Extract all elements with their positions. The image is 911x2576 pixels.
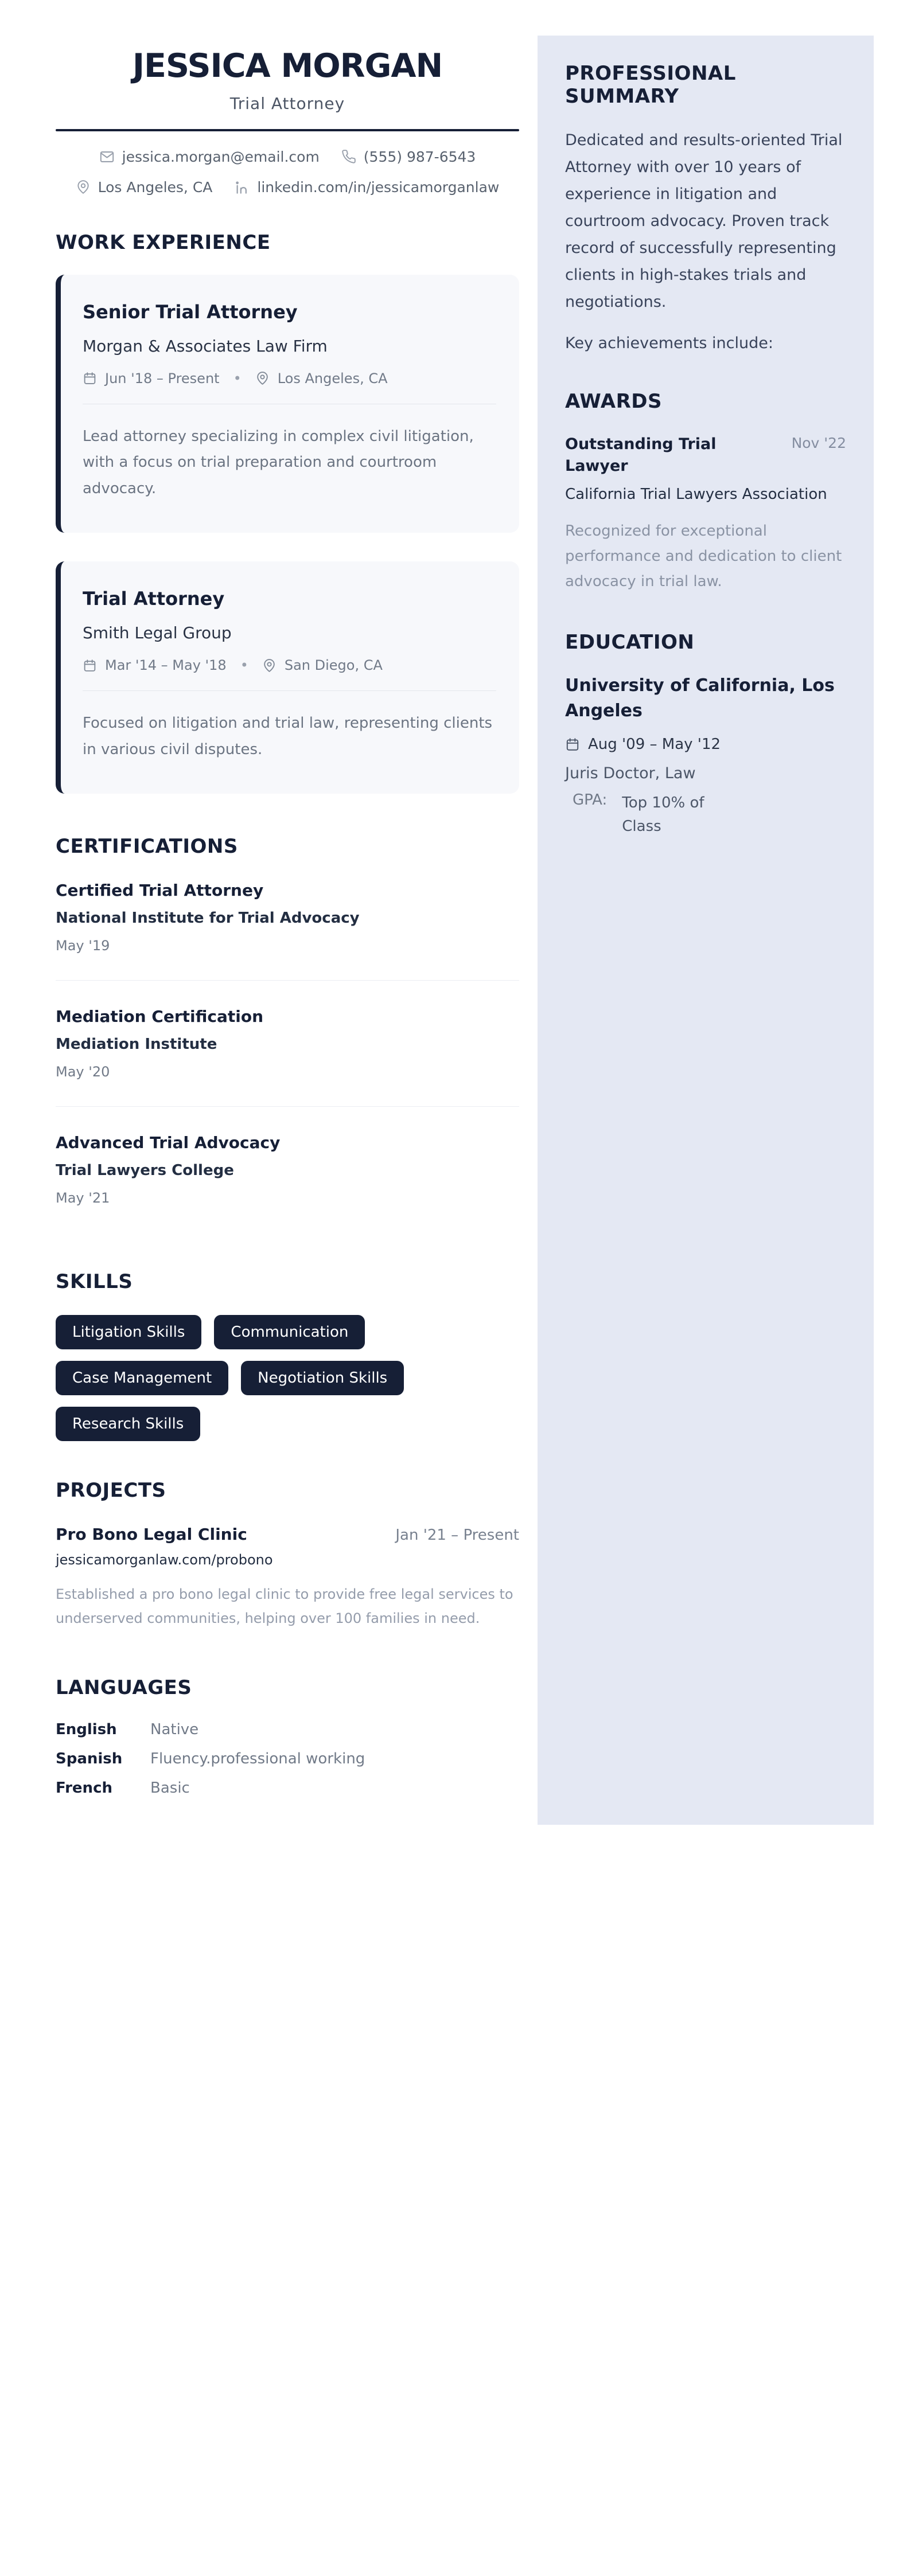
certification-date: May '20 bbox=[56, 1064, 110, 1080]
resume-header bbox=[56, 49, 519, 196]
header-divider bbox=[56, 129, 519, 131]
job-company: Smith Legal Group bbox=[83, 623, 232, 643]
contact-linkedin-text: linkedin.com/in/jessicamorganlaw bbox=[257, 178, 500, 196]
language-level: Basic bbox=[150, 1779, 190, 1797]
language-row bbox=[56, 1721, 519, 1738]
gpa-value: Top 10% of Class bbox=[622, 794, 704, 835]
map-pin-icon bbox=[262, 658, 277, 673]
award-date: Nov '22 bbox=[791, 434, 846, 451]
contact-email-text: jessica.morgan@email.com bbox=[122, 148, 320, 165]
award-title: Outstanding Trial Lawyer bbox=[565, 435, 717, 475]
language-row bbox=[56, 1779, 519, 1797]
certification-item bbox=[56, 1133, 519, 1206]
meta-separator: • bbox=[240, 657, 248, 674]
certification-item bbox=[56, 881, 519, 954]
skill-chip: Litigation Skills bbox=[56, 1315, 201, 1349]
meta-separator: • bbox=[233, 370, 242, 387]
gpa-label: GPA: bbox=[573, 791, 608, 809]
job-company: Morgan & Associates Law Firm bbox=[83, 336, 328, 356]
job-card-trial-attorney bbox=[56, 561, 519, 794]
education-dates: Aug '09 – May '12 bbox=[588, 736, 721, 754]
list-divider bbox=[56, 1106, 519, 1107]
contact-phone bbox=[341, 149, 476, 165]
professional-summary-text: Dedicated and results-oriented Trial Attorney with over 10 years of experience in litigation and courtroom advocacy. Proven track record of successfully representing clients in high-stakes trials and negotiations. bbox=[565, 131, 843, 311]
contact-location-text: Los Angeles, CA bbox=[98, 178, 213, 196]
certification-organization: Trial Lawyers College bbox=[56, 1162, 234, 1180]
language-name: French bbox=[56, 1779, 112, 1797]
contact-email bbox=[99, 149, 320, 165]
certification-date: May '21 bbox=[56, 1190, 110, 1207]
contact-row-1 bbox=[99, 149, 476, 165]
certification-organization: Mediation Institute bbox=[56, 1036, 217, 1053]
award-title-row bbox=[565, 434, 846, 477]
education-degree: Juris Doctor, Law bbox=[565, 764, 696, 783]
languages-list bbox=[56, 1721, 519, 1797]
job-meta bbox=[83, 657, 496, 673]
education-gpa-row bbox=[565, 791, 846, 838]
sidebar bbox=[538, 36, 874, 1825]
candidate-name: JESSICA MORGAN bbox=[132, 47, 443, 85]
contact-location bbox=[76, 179, 213, 196]
project-description: Established a pro bono legal clinic to provide free legal services to underserved communities, helping over 100 families in need. bbox=[56, 1586, 513, 1626]
project-name: Pro Bono Legal Clinic bbox=[56, 1525, 247, 1544]
contact-linkedin bbox=[234, 179, 499, 196]
job-meta bbox=[83, 370, 496, 387]
certification-item bbox=[56, 1007, 519, 1080]
linkedin-icon bbox=[234, 179, 250, 195]
award-item bbox=[565, 434, 846, 595]
skills-list bbox=[56, 1315, 423, 1441]
education-school: University of California, Los Angeles bbox=[565, 676, 835, 721]
map-pin-icon bbox=[255, 371, 270, 385]
certification-date: May '19 bbox=[56, 938, 110, 954]
education-heading: EDUCATION bbox=[565, 631, 695, 654]
language-name: Spanish bbox=[56, 1750, 123, 1767]
project-url: jessicamorganlaw.com/probono bbox=[56, 1552, 273, 1568]
calendar-icon bbox=[83, 658, 97, 673]
languages-heading: LANGUAGES bbox=[56, 1676, 192, 1699]
job-title: Senior Trial Attorney bbox=[83, 300, 298, 323]
job-dates: Mar '14 – May '18 bbox=[105, 657, 227, 674]
education-dates-row bbox=[565, 736, 846, 753]
project-title-row bbox=[56, 1525, 519, 1544]
skills-heading: SKILLS bbox=[56, 1270, 133, 1294]
contact-row-2 bbox=[76, 179, 500, 196]
job-title: Trial Attorney bbox=[83, 588, 225, 610]
candidate-job-title: Trial Attorney bbox=[229, 93, 345, 113]
language-level: Native bbox=[150, 1720, 199, 1738]
professional-summary-heading: PROFESSIONAL SUMMARY bbox=[565, 62, 736, 108]
phone-icon bbox=[341, 149, 356, 164]
education-section bbox=[565, 631, 846, 838]
certifications-heading: CERTIFICATIONS bbox=[56, 835, 238, 858]
key-achievements-text: Key achievements include: bbox=[565, 334, 773, 352]
skill-chip: Research Skills bbox=[56, 1407, 200, 1441]
award-description: Recognized for exceptional performance and dedication to client advocacy in trial law. bbox=[565, 522, 842, 590]
calendar-icon bbox=[83, 371, 97, 385]
list-divider bbox=[56, 980, 519, 981]
envelope-icon bbox=[99, 149, 115, 165]
certification-organization: National Institute for Trial Advocacy bbox=[56, 910, 360, 927]
projects-heading: PROJECTS bbox=[56, 1479, 166, 1502]
job-location: San Diego, CA bbox=[284, 657, 383, 674]
contact-phone-text: (555) 987-6543 bbox=[363, 148, 476, 165]
skill-chip: Communication bbox=[214, 1315, 365, 1349]
award-organization: California Trial Lawyers Association bbox=[565, 486, 827, 504]
awards-heading: AWARDS bbox=[565, 389, 662, 413]
card-divider bbox=[83, 690, 496, 691]
awards-section bbox=[565, 390, 846, 595]
calendar-icon bbox=[565, 737, 580, 752]
work-experience-heading: WORK EXPERIENCE bbox=[56, 231, 271, 254]
job-description: Lead attorney specializing in complex civil litigation, with a focus on trial preparation and courtroom advocacy. bbox=[83, 427, 474, 497]
language-name: English bbox=[56, 1720, 117, 1738]
project-item bbox=[56, 1525, 519, 1630]
map-pin-icon bbox=[76, 179, 91, 194]
language-level: Fluency.professional working bbox=[150, 1750, 365, 1767]
project-dates: Jan '21 – Present bbox=[395, 1527, 519, 1544]
job-description: Focused on litigation and trial law, representing clients in various civil disputes. bbox=[83, 715, 493, 758]
contact-info bbox=[56, 149, 519, 196]
job-dates: Jun '18 – Present bbox=[105, 370, 220, 387]
job-location: Los Angeles, CA bbox=[277, 370, 388, 387]
job-card-senior-trial-attorney bbox=[56, 275, 519, 533]
certification-title: Certified Trial Attorney bbox=[56, 881, 264, 900]
certification-title: Advanced Trial Advocacy bbox=[56, 1133, 281, 1153]
main-column bbox=[56, 49, 519, 1809]
skill-chip: Negotiation Skills bbox=[241, 1361, 404, 1395]
certification-title: Mediation Certification bbox=[56, 1007, 264, 1027]
language-row bbox=[56, 1750, 519, 1767]
skill-chip: Case Management bbox=[56, 1361, 228, 1395]
